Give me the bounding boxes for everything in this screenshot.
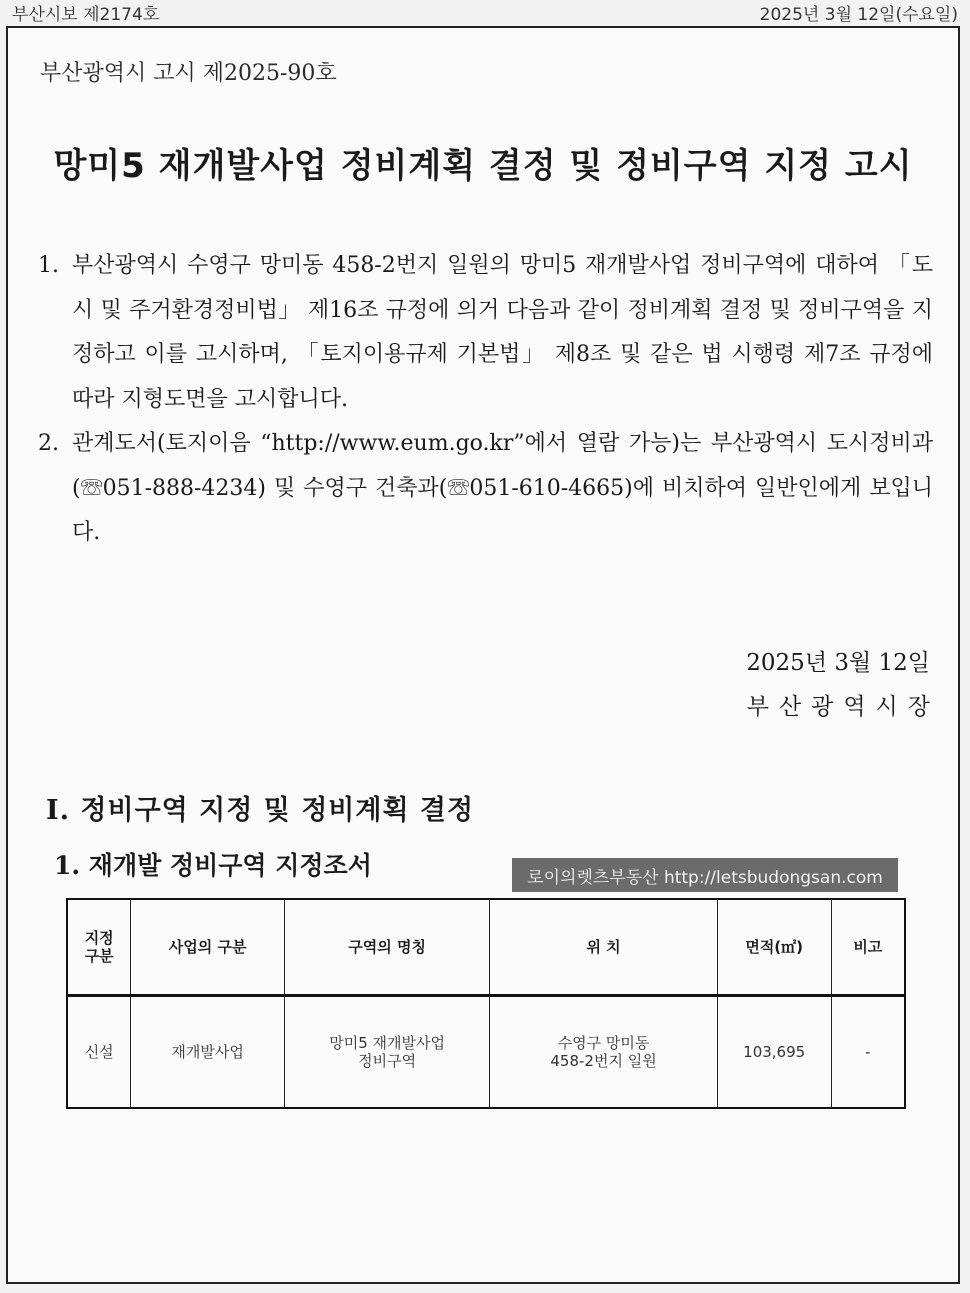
section-title: Ⅰ. 정비구역 지정 및 정비계획 결정	[46, 795, 475, 826]
col-header-remarks: 비고	[831, 899, 905, 996]
paragraph-number: 1.	[38, 253, 59, 278]
section-subtitle: 1. 재개발 정비구역 지정조서	[54, 851, 372, 880]
gazette-issue: 부산시보 제2174호	[12, 5, 160, 25]
col-header-zone-name: 구역의 명칭	[284, 899, 489, 996]
cell-location: 수영구 망미동 458-2번지 일원	[490, 996, 717, 1109]
paragraph-text: 부산광역시 수영구 망미동 458-2번지 일원의 망미5 재개발사업 정비구역에 대하여 「도시 및 주거환경정비법」 제16조 규정에 의거 다음과 같이 정비계획 결정 및 정비구역을 지정하고 이를 고시하며, 「토지이용규제 기본법」 제8조 및 같은 법 시행령 제7조 규정에 따라 지형도면을 고시합니다.	[72, 253, 933, 412]
col-header-designation-type: 지정 구분	[67, 899, 131, 996]
issue-date: 2025년 3월 12일(수요일)	[759, 5, 958, 25]
gazette-header	[0, 0, 970, 24]
issuer-name: 부산광역시장	[746, 694, 940, 720]
paragraph-1	[38, 244, 933, 422]
col-header-location: 위 치	[490, 899, 717, 996]
col-header-project-type: 사업의 구분	[131, 899, 285, 996]
cell-designation-type: 신설	[67, 996, 131, 1109]
table-row	[67, 996, 905, 1109]
paragraph-text: 관계도서(토지이음 “http://www.eum.go.kr”에서 열람 가능)는 부산광역시 도시정비과(☏051-888-4234) 및 수영구 건축과(☏051-610-4665)에 비치하여 일반인에게 보입니다.	[72, 431, 933, 545]
cell-area: 103,695	[717, 996, 831, 1109]
cell-project-type: 재개발사업	[131, 996, 285, 1109]
paragraph-number: 2.	[38, 431, 59, 456]
notice-number: 부산광역시 고시 제2025-90호	[40, 61, 337, 86]
notice-title: 망미5 재개발사업 정비계획 결정 및 정비구역 지정 고시	[53, 146, 913, 186]
notice-date: 2025년 3월 12일	[746, 650, 930, 676]
designation-table	[66, 898, 906, 1109]
table-header-row	[67, 899, 905, 996]
paragraph-2	[38, 422, 933, 556]
notice-page	[6, 26, 960, 1284]
cell-remarks: -	[831, 996, 905, 1109]
cell-zone-name: 망미5 재개발사업 정비구역	[284, 996, 489, 1109]
watermark-banner: 로이의렛츠부동산 http://letsbudongsan.com	[512, 858, 898, 892]
col-header-area: 면적(㎡)	[717, 899, 831, 996]
